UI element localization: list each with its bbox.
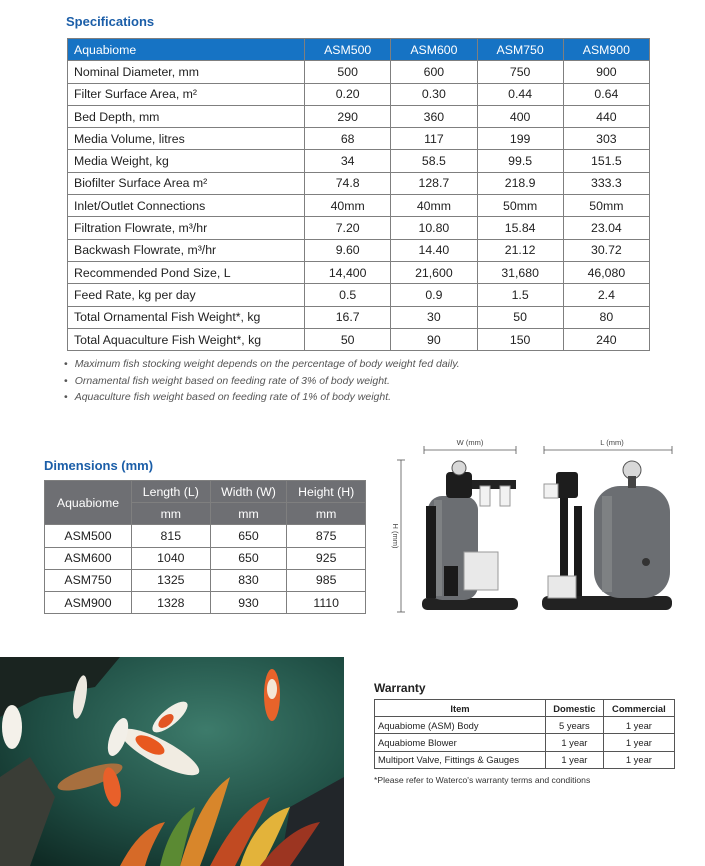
- spec-row-label: Total Aquaculture Fish Weight*, kg: [68, 328, 305, 350]
- spec-cell: 50: [305, 328, 391, 350]
- spec-notes: [64, 356, 460, 406]
- spec-cell: 15.84: [477, 217, 563, 239]
- dim-row: [45, 525, 366, 547]
- spec-col-header: ASM750: [477, 39, 563, 61]
- height-label: H (mm): [391, 523, 400, 549]
- dim-col-header: Length (L): [132, 481, 211, 503]
- spec-cell: 500: [305, 61, 391, 83]
- warranty-header-row: [375, 700, 675, 717]
- spec-cell: 14,400: [305, 261, 391, 283]
- spec-row-label: Filtration Flowrate, m³/hr: [68, 217, 305, 239]
- spec-row-label: Feed Rate, kg per day: [68, 284, 305, 306]
- spec-cell: 303: [563, 128, 649, 150]
- dim-cell: 1325: [132, 569, 211, 591]
- spec-cell: 74.8: [305, 172, 391, 194]
- width-label: W (mm): [456, 438, 484, 447]
- spec-row-label: Inlet/Outlet Connections: [68, 195, 305, 217]
- spec-cell: 290: [305, 105, 391, 127]
- spec-cell: 900: [563, 61, 649, 83]
- spec-cell: 0.30: [391, 83, 477, 105]
- dim-unit: mm: [287, 503, 366, 525]
- spec-cell: 21.12: [477, 239, 563, 261]
- dim-cell: 1328: [132, 591, 211, 613]
- spec-row-label: Bed Depth, mm: [68, 105, 305, 127]
- spec-row: [68, 328, 650, 350]
- spec-row: [68, 284, 650, 306]
- dim-cell: 815: [132, 525, 211, 547]
- warranty-domestic-cell: 5 years: [546, 717, 604, 734]
- warranty-commercial-cell: 1 year: [603, 734, 674, 751]
- warranty-item-cell: Multiport Valve, Fittings & Gauges: [375, 751, 546, 768]
- product-drawing: [384, 436, 676, 616]
- spec-cell: 150: [477, 328, 563, 350]
- spec-col-header: Aquabiome: [68, 39, 305, 61]
- warranty-note: *Please refer to Waterco's warranty terms and conditions: [374, 775, 591, 785]
- dim-cell: 1040: [132, 547, 211, 569]
- spec-cell: 23.04: [563, 217, 649, 239]
- spec-row: [68, 306, 650, 328]
- dim-model: ASM750: [45, 569, 132, 591]
- dim-row: [45, 547, 366, 569]
- dim-col-header: Aquabiome: [45, 481, 132, 525]
- dim-cell: 875: [287, 525, 366, 547]
- spec-cell: 128.7: [391, 172, 477, 194]
- warranty-table: [374, 699, 675, 769]
- spec-cell: 10.80: [391, 217, 477, 239]
- spec-cell: 46,080: [563, 261, 649, 283]
- length-label: L (mm): [600, 438, 624, 447]
- warranty-row: [375, 751, 675, 768]
- spec-col-header: ASM900: [563, 39, 649, 61]
- spec-row: [68, 105, 650, 127]
- spec-row: [68, 217, 650, 239]
- dim-unit: mm: [132, 503, 211, 525]
- spec-row: [68, 239, 650, 261]
- spec-cell: 400: [477, 105, 563, 127]
- spec-cell: 440: [563, 105, 649, 127]
- spec-cell: 2.4: [563, 284, 649, 306]
- dim-cell: 1110: [287, 591, 366, 613]
- dim-cell: 925: [287, 547, 366, 569]
- dimensions-heading: Dimensions (mm): [44, 458, 154, 473]
- filter-front-view: [422, 461, 518, 610]
- warranty-col-header: Domestic: [546, 700, 604, 717]
- spec-cell: 50mm: [563, 195, 649, 217]
- spec-cell: 14.40: [391, 239, 477, 261]
- dim-cell: 930: [210, 591, 287, 613]
- spec-cell: 1.5: [477, 284, 563, 306]
- note-item: • Maximum fish stocking weight depends on the percentage of body weight fed daily.: [64, 356, 460, 373]
- spec-cell: 30.72: [563, 239, 649, 261]
- spec-cell: 21,600: [391, 261, 477, 283]
- warranty-heading: Warranty: [374, 681, 426, 695]
- spec-row: [68, 172, 650, 194]
- warranty-commercial-cell: 1 year: [603, 751, 674, 768]
- warranty-commercial-cell: 1 year: [603, 717, 674, 734]
- spec-cell: 0.9: [391, 284, 477, 306]
- warranty-col-header: Commercial: [603, 700, 674, 717]
- filter-side-view: [542, 461, 672, 610]
- spec-cell: 58.5: [391, 150, 477, 172]
- dim-model: ASM600: [45, 547, 132, 569]
- specifications-table: [67, 38, 650, 351]
- dim-cell: 650: [210, 547, 287, 569]
- spec-row-label: Biofilter Surface Area m²: [68, 172, 305, 194]
- spec-cell: 40mm: [305, 195, 391, 217]
- note-item: • Ornamental fish weight based on feeding rate of 3% of body weight.: [64, 373, 460, 390]
- spec-col-header: ASM600: [391, 39, 477, 61]
- dim-cell: 650: [210, 525, 287, 547]
- spec-cell: 151.5: [563, 150, 649, 172]
- spec-cell: 31,680: [477, 261, 563, 283]
- spec-cell: 0.20: [305, 83, 391, 105]
- dim-cell: 985: [287, 569, 366, 591]
- spec-cell: 199: [477, 128, 563, 150]
- spec-cell: 30: [391, 306, 477, 328]
- koi-pond-photo: [0, 657, 344, 866]
- warranty-item-cell: Aquabiome Blower: [375, 734, 546, 751]
- dim-unit: mm: [210, 503, 287, 525]
- spec-row-label: Nominal Diameter, mm: [68, 61, 305, 83]
- spec-row: [68, 195, 650, 217]
- dim-header-row: [45, 481, 366, 503]
- spec-cell: 9.60: [305, 239, 391, 261]
- dim-col-header: Height (H): [287, 481, 366, 503]
- spec-cell: 16.7: [305, 306, 391, 328]
- dim-row: [45, 591, 366, 613]
- spec-row-label: Backwash Flowrate, m³/hr: [68, 239, 305, 261]
- spec-cell: 333.3: [563, 172, 649, 194]
- spec-row: [68, 83, 650, 105]
- spec-cell: 360: [391, 105, 477, 127]
- warranty-row: [375, 717, 675, 734]
- spec-row-label: Media Volume, litres: [68, 128, 305, 150]
- warranty-domestic-cell: 1 year: [546, 734, 604, 751]
- specifications-heading: Specifications: [66, 14, 155, 29]
- spec-row-label: Total Ornamental Fish Weight*, kg: [68, 306, 305, 328]
- spec-cell: 90: [391, 328, 477, 350]
- spec-row: [68, 261, 650, 283]
- spec-cell: 0.5: [305, 284, 391, 306]
- dim-model: ASM900: [45, 591, 132, 613]
- spec-cell: 240: [563, 328, 649, 350]
- spec-cell: 80: [563, 306, 649, 328]
- spec-col-header: ASM500: [305, 39, 391, 61]
- dim-col-header: Width (W): [210, 481, 287, 503]
- spec-row-label: Media Weight, kg: [68, 150, 305, 172]
- spec-row-label: Recommended Pond Size, L: [68, 261, 305, 283]
- spec-cell: 0.44: [477, 83, 563, 105]
- dimensions-table: [44, 480, 366, 614]
- spec-cell: 68: [305, 128, 391, 150]
- dim-row: [45, 569, 366, 591]
- warranty-domestic-cell: 1 year: [546, 751, 604, 768]
- spec-cell: 50: [477, 306, 563, 328]
- warranty-row: [375, 734, 675, 751]
- warranty-item-cell: Aquabiome (ASM) Body: [375, 717, 546, 734]
- spec-cell: 117: [391, 128, 477, 150]
- spec-cell: 0.64: [563, 83, 649, 105]
- spec-row: [68, 61, 650, 83]
- spec-row-label: Filter Surface Area, m²: [68, 83, 305, 105]
- spec-cell: 34: [305, 150, 391, 172]
- spec-cell: 99.5: [477, 150, 563, 172]
- dim-cell: 830: [210, 569, 287, 591]
- spec-cell: 750: [477, 61, 563, 83]
- warranty-col-header: Item: [375, 700, 546, 717]
- spec-cell: 50mm: [477, 195, 563, 217]
- spec-header-row: [68, 39, 650, 61]
- spec-cell: 40mm: [391, 195, 477, 217]
- spec-cell: 600: [391, 61, 477, 83]
- spec-cell: 7.20: [305, 217, 391, 239]
- spec-cell: 218.9: [477, 172, 563, 194]
- spec-row: [68, 128, 650, 150]
- note-item: • Aquaculture fish weight based on feeding rate of 1% of body weight.: [64, 389, 460, 406]
- spec-row: [68, 150, 650, 172]
- dim-model: ASM500: [45, 525, 132, 547]
